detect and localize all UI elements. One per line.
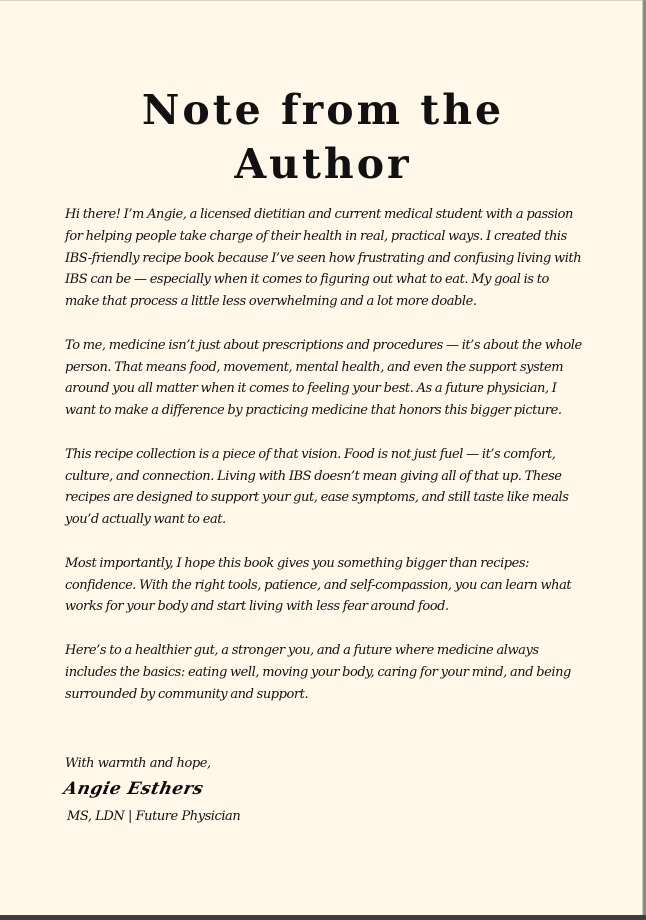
paragraph-vision: This recipe collection is a piece of that vision. Food is not just fuel — it’s comfort, culture, and connection. Living with IBS doesn’t mean giving all of that up. These recipes are designed to support your gut, ease symptoms, and still taste like meals you’d actually want to eat. <box>65 446 569 528</box>
title-line-2: Author <box>234 140 412 188</box>
page-title <box>0 83 646 191</box>
letter-body <box>65 204 585 727</box>
paragraph-medicine: To me, medicine isn’t just about prescriptions and procedures — it’s about the whole person. That means food, movement, mental health, and even the support system around you all matter when it comes to feeling your best. As a future physician, I want to make a difference by practicing medicine that honors this bigger picture. <box>65 337 582 419</box>
title-line-1: Note from the <box>141 86 505 134</box>
author-credentials: MS, LDN | Future Physician <box>67 809 241 824</box>
paragraph-intro: Hi there! I’m Angie, a licensed dietitian and current medical student with a passion for helping people take charge of their health in real, practical ways. I created this IBS-friendly recipe book because I’ve seen how frustrating and confusing living with IBS can be — especially when it comes to figuring out what to eat. My goal is to make that process a little less overwhelming and a lot more doable. <box>65 207 582 310</box>
closing-salutation: With warmth and hope, <box>65 756 211 771</box>
viewer-bottom-bar <box>0 915 646 920</box>
paragraph-confidence: Most importantly, I hope this book gives you something bigger than recipes: confidence. With the right tools, patience, and self-compassion, you can learn what works for your body and start living with less fear around food. <box>65 555 572 615</box>
paragraph-closing-thoughts: Here’s to a healthier gut, a stronger you, and a future where medicine always includes the basics: eating well, moving your body, caring for your mind, and being surrounded by community and support. <box>65 642 571 702</box>
author-signature: Angie Esthers <box>61 779 206 799</box>
